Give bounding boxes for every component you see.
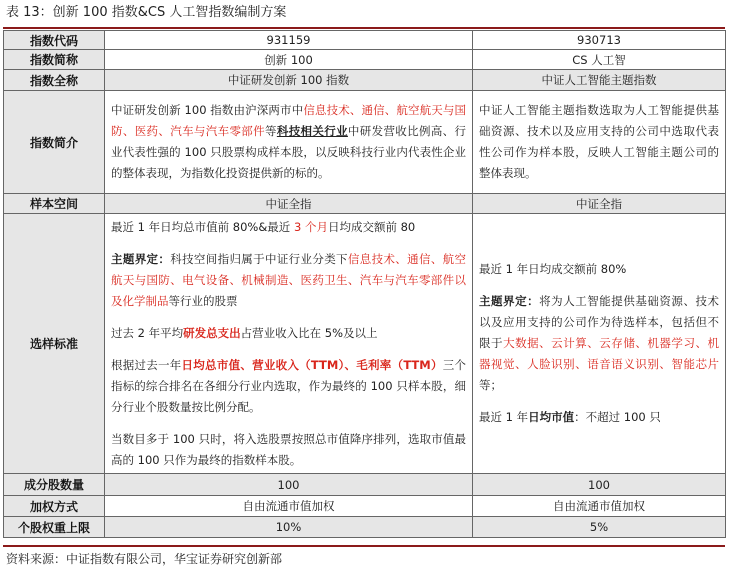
bottom-rule (3, 545, 725, 547)
table-caption: 表 13：创新 100 指数&CS 人工智指数编制方案 (6, 5, 287, 20)
weight-cap-left: 10% (105, 517, 473, 538)
intro-left-tech-industry: 科技相关行业 (276, 124, 348, 138)
weighting-left: 自由流通市值加权 (105, 496, 473, 517)
sel-left-rd: 过去 2 年平均研发总支出占营业收入比在 5%及以上 (111, 325, 378, 340)
row-full-name (4, 70, 726, 91)
row-weighting (4, 496, 726, 517)
label-short-name: 指数简称 (4, 50, 105, 70)
source-note: 资料来源：中证指数有限公司，华宝证券研究创新部 (6, 552, 283, 566)
sample-space-left: 中证全指 (105, 194, 473, 214)
sel-right-theme: 主题界定：将为人工智能提供基础资源、技术以及应用支持的公司作为待选样本，包括但不限于大数据、云计算、云存储、机器学习、机器视觉、人脸识别、语音语义识别、智能芯片等； (479, 294, 720, 392)
intro-left-part1: 中证研发创新 100 指数由沪深两市中 (111, 103, 304, 117)
sel-right-cap: 最近 1 年日均市值：不超过 100 只 (479, 410, 661, 424)
row-selection (4, 214, 726, 474)
constituents-right: 100 (473, 474, 726, 496)
weight-cap-right: 5% (473, 517, 726, 538)
index-compilation-table (3, 30, 726, 538)
sel-left-rd-spend: 研发总支出 (183, 325, 241, 340)
weighting-right: 自由流通市值加权 (473, 496, 726, 517)
label-full-name: 指数全称 (4, 70, 105, 91)
sel-left-rank: 根据过去一年日均总市值、营业收入（TTM）、毛利率（TTM）三个指标的综合排名在各细分行业内选取，作为最终的 100 只样本股，细分行业个股数量按比例分配。 (111, 357, 467, 414)
full-name-right: 中证人工智能主题指数 (473, 70, 726, 91)
full-name-left: 中证研发创新 100 指数 (105, 70, 473, 91)
row-constituents (4, 474, 726, 496)
sel-left-final: 当数目多于 100 只时，将入选股票按照总市值降序排列，选取市值最高的 100 只作为最终的指数样本股。 (111, 431, 466, 467)
selection-right (473, 214, 726, 474)
intro-left-part5: 中研发营收比例高、行业代表性强的 100 只股票构成样本股，以反映科技行业内代表性企业的整体表现，为指数化投资提供新的标的。 (111, 124, 467, 180)
label-constituents: 成分股数量 (4, 474, 105, 496)
intro-left (105, 91, 473, 194)
sel-left-metrics: 日均总市值、营业收入（TTM）、毛利率（TTM） (181, 357, 443, 372)
label-weight-cap: 个股权重上限 (4, 517, 105, 538)
sel-right-ai-fields: 大数据、云计算、云存储、机器学习、机器视觉、人脸识别、语音语义识别、智能芯片 (479, 336, 720, 371)
row-weight-cap (4, 517, 726, 538)
label-index-code: 指数代码 (4, 31, 105, 50)
label-selection: 选样标准 (4, 214, 105, 474)
code-right: 930713 (473, 31, 726, 50)
row-sample-space (4, 194, 726, 214)
intro-left-part3: 等 (264, 124, 277, 138)
intro-left-industries: 信息技术、通信、航空航天与国防、医药、汽车与汽车零部件 (111, 103, 467, 138)
short-name-left: 创新 100 (105, 50, 473, 70)
sel-right-theme-label: 主题界定： (479, 294, 540, 308)
sel-left-line1: 最近 1 年日均总市值前 80%&最近 3 个月日均成交额前 80 (111, 219, 416, 234)
sel-right-daily-cap: 日均市值 (528, 410, 575, 424)
intro-left-text (111, 100, 466, 184)
intro-right-text: 中证人工智能主题指数选取为人工智能提供基础资源、技术以及应用支持的公司中选取代表性公司作为样本股，反映人工智能主题公司的整体表现。 (479, 103, 719, 180)
sample-space-right: 中证全指 (473, 194, 726, 214)
sel-left-industries: 信息技术、通信、航空航天与国防、电气设备、机械制造、医药卫生、汽车与汽车零部件以及化学制品 (111, 251, 467, 308)
intro-right (473, 91, 726, 194)
sel-left-theme-label: 主题界定： (111, 251, 171, 266)
label-sample-space: 样本空间 (4, 194, 105, 214)
label-intro: 指数简介 (4, 91, 105, 194)
row-index-code (4, 31, 726, 50)
row-intro (4, 91, 726, 194)
sel-right-line1: 最近 1 年日均成交额前 80% (479, 262, 627, 276)
short-name-right: CS 人工智 (473, 50, 726, 70)
sel-left-3-months: 3 个月 (293, 219, 328, 234)
row-short-name (4, 50, 726, 70)
top-rule (3, 27, 725, 29)
selection-left (105, 214, 473, 474)
code-left: 931159 (105, 31, 473, 50)
label-weighting: 加权方式 (4, 496, 105, 517)
constituents-left: 100 (105, 474, 473, 496)
sel-left-theme: 主题界定：科技空间指归属于中证行业分类下信息技术、通信、航空航天与国防、电气设备、机械制造、医药卫生、汽车与汽车零部件以及化学制品等行业的股票 (111, 251, 467, 308)
